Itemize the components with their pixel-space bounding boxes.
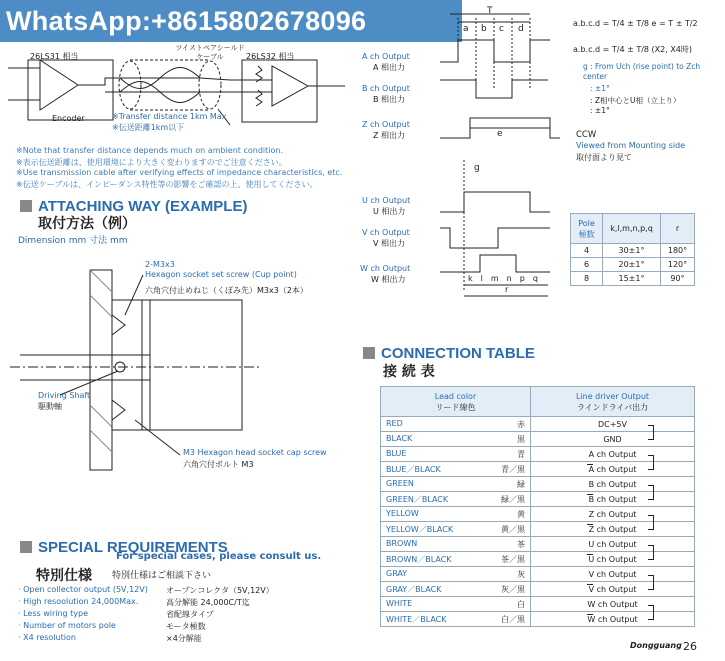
line-driver-cell [531,537,695,552]
ccw-label: CCW [576,130,597,140]
pair-bracket [648,612,654,620]
ch-v-jp: V 相出力 [373,239,406,248]
connection-title-jp: 接 続 表 [383,364,435,380]
lead-color-cell [381,567,531,582]
section-square-icon [363,347,375,359]
shaft-jp: 駆動軸 [38,402,62,411]
req-3-jp: 省配線タイプ [166,610,214,619]
col-line-driver: Line driver Output ラインドライバ出力 [531,387,695,417]
conn-row [381,507,695,522]
timing-e: e [497,129,503,139]
lead-color-en: WHITE [386,598,413,608]
conn-row [381,552,695,567]
dimension-label: Dimension mm 寸法 mm [18,236,128,246]
line-driver-cell [531,432,695,447]
pole-table [570,213,695,286]
screw1-size: 2-M3x3 [145,260,175,269]
lead-color-jp: 赤 [517,419,525,429]
conn-row [381,447,695,462]
lead-color-jp: 灰 [517,569,525,579]
left-chip-label: 26LS31 相当 [30,52,79,61]
lead-color-en: BLUE／BLACK [386,464,441,474]
ch-a-en: A ch Output [362,52,410,61]
ch-u-en: U ch Output [362,196,411,205]
g-tol: : ±1° [590,84,610,93]
req-5-en: · X4 resolution [18,633,76,642]
ch-z-en: Z ch Output [362,120,410,129]
line-driver-cell [531,567,695,582]
pole-row: 8 15±1° 90° [571,272,695,286]
brand-logo: Dongguang [630,641,682,650]
ch-w-en: W ch Output [360,264,411,273]
line-driver-cell [531,507,695,522]
shaft-en: Driving Shaft [38,391,91,400]
conn-row [381,492,695,507]
req-2-jp: 高分解能 24,000C/T迄 [166,598,250,607]
req-1-jp: オープンコレクタ（5V,12V） [166,586,274,595]
lead-color-en: GRAY [386,568,408,578]
line-driver-output: B ch Output [588,479,637,489]
ccw-en: Viewed from Mounting side [576,141,686,150]
conn-header-row [381,387,695,417]
line-driver-output: A ch Output [588,464,637,474]
conn-row [381,462,695,477]
lead-color-cell [381,552,531,567]
ch-v-en: V ch Output [362,228,410,237]
lead-color-cell [381,447,531,462]
lead-color-cell [381,477,531,492]
line-driver-cell [531,447,695,462]
pole-header: Pole 極数 [571,214,603,244]
conn-row [381,522,695,537]
ch-u-jp: U 相出力 [373,207,406,216]
line-driver-output: Z ch Output [588,524,637,534]
line-driver-output: V ch Output [588,584,637,594]
req-4-jp: モータ極数 [166,622,206,631]
formula-1: a.b.c.d = T/4 ± T/8 e = T ± T/2 [573,19,698,28]
line-driver-cell [531,477,695,492]
note-3: ※Use transmission cable after verifying effects of impedance characteristics, etc. [16,168,343,177]
lead-color-en: YELLOW [386,508,419,518]
conn-row [381,432,695,447]
timing-T: T [487,6,493,16]
timing-a: a [463,24,469,34]
attaching-title-jp: 取付方法（例） [38,216,136,232]
lead-color-jp: 緑 [517,479,525,489]
pair-bracket [648,432,654,440]
lead-color-en: GRAY／BLACK [386,584,442,594]
timing-r: r [505,285,509,294]
line-driver-output: GND [603,434,622,444]
line-driver-cell [531,552,695,567]
conn-row [381,582,695,597]
line-driver-output: W ch Output [587,614,638,624]
lead-color-cell [381,492,531,507]
lead-color-jp: 灰／黒 [501,584,525,594]
page-number: 26 [683,640,697,653]
note-2: ※表示伝送距離は、使用環境により大きく変わりますのでご注意ください。 [16,158,287,167]
attaching-title-en: ATTACHING WAY (EXAMPLE) [38,198,248,215]
line-driver-output: W ch Output [587,599,638,609]
conn-row [381,417,695,432]
pole-row: 4 30±1° 180° [571,244,695,258]
req-4-en: · Number of motors pole [18,621,116,630]
special-title-en: SPECIAL REQUIREMENTS [38,539,228,556]
right-chip-label: 26LS32 相当 [246,52,295,61]
line-driver-output: U ch Output [588,539,637,549]
watermark-banner: WhatsApp:+8615802678096 [0,0,462,42]
lead-color-en: BROWN [386,538,418,548]
lead-color-en: WHITE／BLACK [386,614,447,624]
inverted-signal-bar [587,584,593,585]
line-driver-output: A ch Output [588,449,637,459]
pair-bracket [648,552,654,560]
inverted-signal-bar [587,494,593,495]
line-driver-cell [531,612,695,627]
r-header: r [661,214,695,244]
conn-row [381,597,695,612]
conn-row [381,567,695,582]
pair-bracket [648,582,654,590]
timing-diagram [420,0,570,310]
line-driver-cell [531,462,695,477]
line-driver-output: DC+5V [597,419,627,429]
ch-b-en: B ch Output [362,84,410,93]
lead-color-cell [381,417,531,432]
lead-color-jp: 黄／黒 [501,524,525,534]
screw2-en: M3 Hexagon head socket cap screw [183,448,327,457]
ch-z-jp: Z 相出力 [373,131,406,140]
lead-color-en: BROWN／BLACK [386,554,452,564]
lead-color-jp: 緑／黒 [501,494,525,504]
pair-bracket [648,492,654,500]
screw2-jp: 六角穴付ボルト M3 [183,460,254,469]
lead-color-jp: 黒 [517,434,525,444]
req-5-jp: ×4分解能 [166,634,202,643]
lead-color-cell [381,432,531,447]
note-4: ※伝送ケーブルは、インピーダンス特性等の影響をご確認の上、使用してください。 [16,180,318,189]
inverted-signal-bar [587,524,593,525]
lead-color-jp: 青 [517,449,525,459]
line-driver-output: Z ch Output [588,509,637,519]
line-driver-output: B ch Output [588,494,637,504]
inverted-signal-bar [587,554,593,555]
lead-color-jp: 黄 [517,509,525,519]
pair-bracket [648,522,654,530]
connection-title-en: CONNECTION TABLE [381,345,535,362]
transfer-jp: ※伝送距離1km以下 [112,123,185,132]
ccw-jp: 取付面より見て [576,153,632,162]
lead-color-cell [381,537,531,552]
line-driver-output: V ch Output [588,569,637,579]
lead-color-cell [381,507,531,522]
timing-b: b [481,24,487,34]
lead-color-cell [381,597,531,612]
pole-row: 6 20±1° 120° [571,258,695,272]
lead-color-jp: 茶 [517,539,525,549]
conn-row [381,612,695,627]
lead-color-en: RED [386,418,403,428]
line-driver-cell [531,417,695,432]
lead-color-cell [381,522,531,537]
timing-g: g [474,163,480,173]
transfer-en: ※Transfer distance 1km Max [112,112,227,121]
special-title-jp: 特別仕様 [36,568,92,584]
g-note: g : From Uch (rise point) to Zch center [583,62,701,81]
pole-header-row [571,214,695,244]
timing-c: c [499,24,504,34]
lead-color-en: YELLOW／BLACK [386,524,454,534]
screw1-jp: 六角穴付止めねじ（くぼみ先）M3x3（2本） [145,286,308,295]
req-1-en: · Open collector output (5V,12V) [18,585,148,594]
special-consult-jp: 特別仕様はご相談下さい [112,571,212,581]
inverted-signal-bar [587,614,593,615]
lead-color-en: GREEN／BLACK [386,494,449,504]
lead-color-jp: 青／黒 [501,464,525,474]
lead-color-en: GREEN [386,478,414,488]
screw1-desc: Hexagon socket set screw (Cup point) [145,270,297,279]
special-consult-en: For special cases, please consult us. [116,551,322,562]
line-driver-cell [531,492,695,507]
req-2-en: · High resoolution 24,000Max. [18,597,139,606]
section-square-icon [20,541,32,553]
g-tol2: : ±1° [590,106,610,115]
lead-color-cell [381,582,531,597]
section-square-icon [20,200,32,212]
note-1: ※Note that transfer distance depends much on ambient condition. [16,146,283,155]
lead-color-en: BLACK [386,433,413,443]
klm-header: k,l,m,n,p,q [603,214,661,244]
timing-klm: klmnpq [468,274,546,283]
lead-color-en: BLUE [386,448,407,458]
lead-color-cell [381,462,531,477]
lead-color-jp: 茶／黒 [501,554,525,564]
ch-a-jp: A 相出力 [373,63,406,72]
line-driver-cell [531,582,695,597]
req-3-en: · Less wiring type [18,609,89,618]
lead-color-jp: 白／黒 [501,614,525,624]
line-driver-cell [531,522,695,537]
inverted-signal-bar [587,464,593,465]
conn-row [381,477,695,492]
ch-b-jp: B 相出力 [373,95,406,104]
col-lead-color: Lead color リード線色 [381,387,531,417]
cable-label: ツイストペアシールド ケーブル [175,44,245,61]
pair-bracket [648,462,654,470]
timing-d: d [518,24,524,34]
g-jp: : Z相中心とU相（立上り） [590,96,681,105]
formula-2: a.b.c.d = T/4 ± T/8 (X2, X4時) [573,45,693,54]
lead-color-cell [381,612,531,627]
connection-heading [363,343,535,362]
line-driver-cell [531,597,695,612]
encoder-label: Encoder [52,114,85,123]
lead-color-jp: 白 [517,599,525,609]
ch-w-jp: W 相出力 [371,275,406,284]
connection-table [380,386,695,627]
conn-row [381,537,695,552]
line-driver-output: U ch Output [588,554,637,564]
